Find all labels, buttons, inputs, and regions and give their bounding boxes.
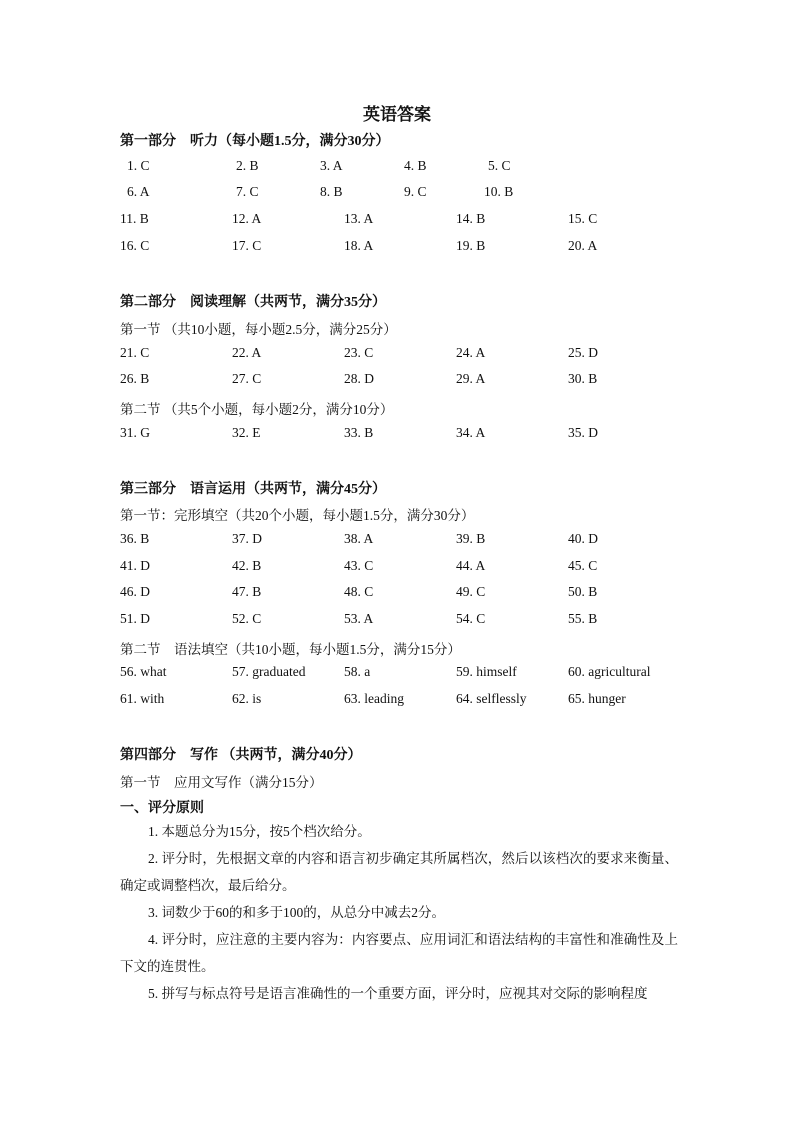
scoring-item [120,899,678,926]
scoring-item [120,818,678,845]
answer-item: 22. A [232,345,262,360]
answer-item: 11. B [120,211,149,226]
answer-item: 29. A [456,371,486,386]
answer-row [0,184,794,202]
answer-item: 61. with [120,691,165,706]
answer-item: 9. C [404,184,427,199]
answer-item: 46. D [120,584,150,599]
answer-item: 6. A [127,184,150,199]
answer-item: 38. A [344,531,374,546]
answer-item: 10. B [484,184,514,199]
answer-item: 31. G [120,425,150,440]
scoring-item [120,845,678,899]
answer-item: 26. B [120,371,150,386]
answer-item: 23. C [344,345,374,360]
scoring-item-text: 3. 词数少于60的和多于100的，从总分中减去2分。 [148,905,445,920]
scoring-principles-heading: 一、评分原则 [120,801,204,816]
answer-row [0,584,794,602]
answer-row [0,664,794,682]
answer-item: 24. A [456,345,486,360]
answer-item: 30. B [568,371,598,386]
part1-heading: 第一部分 听力（每小题1.5分，满分30分） [120,134,390,149]
part2-heading: 第二部分 阅读理解（共两节，满分35分） [120,295,386,310]
part4-section1-heading: 第一节 应用文写作（满分15分） [120,775,323,790]
answer-item: 4. B [404,158,427,173]
answer-item: 34. A [456,425,486,440]
answer-item: 15. C [568,211,598,226]
page-title: 英语答案 [363,105,431,124]
answer-item: 37. D [232,531,262,546]
answer-row [0,345,794,363]
answer-item: 59. himself [456,664,517,679]
part2-section2-heading: 第二节 （共5个小题，每小题2分，满分10分） [120,402,394,417]
answer-item: 65. hunger [568,691,626,706]
answer-item: 7. C [236,184,259,199]
part3-section2-heading: 第二节 语法填空（共10小题，每小题1.5分，满分15分） [120,642,461,657]
answer-row [0,158,794,176]
answer-item: 12. A [232,211,262,226]
answer-item: 55. B [568,611,598,626]
answer-item: 63. leading [344,691,404,706]
part2-section1-heading: 第一节 （共10小题，每小题2.5分，满分25分） [120,322,397,337]
answer-item: 64. selflessly [456,691,527,706]
answer-item: 35. D [568,425,598,440]
answer-item: 14. B [456,211,486,226]
answer-item: 16. C [120,238,150,253]
answer-item: 49. C [456,584,486,599]
answer-item: 20. A [568,238,598,253]
answer-item: 42. B [232,558,262,573]
answer-item: 19. B [456,238,486,253]
answer-item: 44. A [456,558,486,573]
answer-item: 50. B [568,584,598,599]
scoring-item-text: 2. 评分时，先根据文章的内容和语言初步确定其所属档次，然后以该档次的要求来衡量、确定或调整档次，最后给分。 [120,851,678,893]
answer-item: 1. C [127,158,150,173]
answer-row [0,211,794,229]
answer-item: 28. D [344,371,374,386]
scoring-item-text: 4. 评分时，应注意的主要内容为：内容要点、应用词汇和语法结构的丰富性和准确性及上下文的连贯性。 [120,932,678,974]
answer-item: 21. C [120,345,150,360]
part3-heading: 第三部分 语言运用（共两节，满分45分） [120,482,386,497]
answer-item: 60. agricultural [568,664,651,679]
part3-section1-heading: 第一节：完形填空（共20个小题，每小题1.5分，满分30分） [120,508,475,523]
answer-row [0,371,794,389]
answer-item: 47. B [232,584,262,599]
answer-item: 58. a [344,664,371,679]
answer-item: 3. A [320,158,343,173]
scoring-item-text: 5. 拼写与标点符号是语言准确性的一个重要方面，评分时，应视其对交际的影响程度 [148,986,648,1001]
answer-row [0,425,794,443]
answer-item: 8. B [320,184,343,199]
answer-row [0,531,794,549]
answer-item: 25. D [568,345,598,360]
answer-item: 43. C [344,558,374,573]
answer-row [0,611,794,629]
answer-item: 27. C [232,371,262,386]
answer-item: 56. what [120,664,167,679]
answer-item: 5. C [488,158,511,173]
scoring-item [120,980,678,1007]
scoring-item [120,926,678,980]
answer-item: 17. C [232,238,262,253]
answer-item: 53. A [344,611,374,626]
answer-item: 40. D [568,531,598,546]
part4-heading: 第四部分 写作 （共两节，满分40分） [120,748,362,763]
answer-row [0,238,794,256]
answer-item: 36. B [120,531,150,546]
answer-item: 33. B [344,425,374,440]
answer-item: 39. B [456,531,486,546]
answer-item: 18. A [344,238,374,253]
answer-item: 54. C [456,611,486,626]
answer-item: 32. E [232,425,261,440]
answer-item: 57. graduated [232,664,306,679]
answer-item: 48. C [344,584,374,599]
answer-row [0,691,794,709]
answer-item: 2. B [236,158,259,173]
answer-row [0,558,794,576]
answer-item: 13. A [344,211,374,226]
answer-item: 41. D [120,558,150,573]
answer-item: 45. C [568,558,598,573]
scoring-item-text: 1. 本题总分为15分，按5个档次给分。 [148,824,371,839]
answer-item: 52. C [232,611,262,626]
answer-item: 51. D [120,611,150,626]
answer-item: 62. is [232,691,262,706]
